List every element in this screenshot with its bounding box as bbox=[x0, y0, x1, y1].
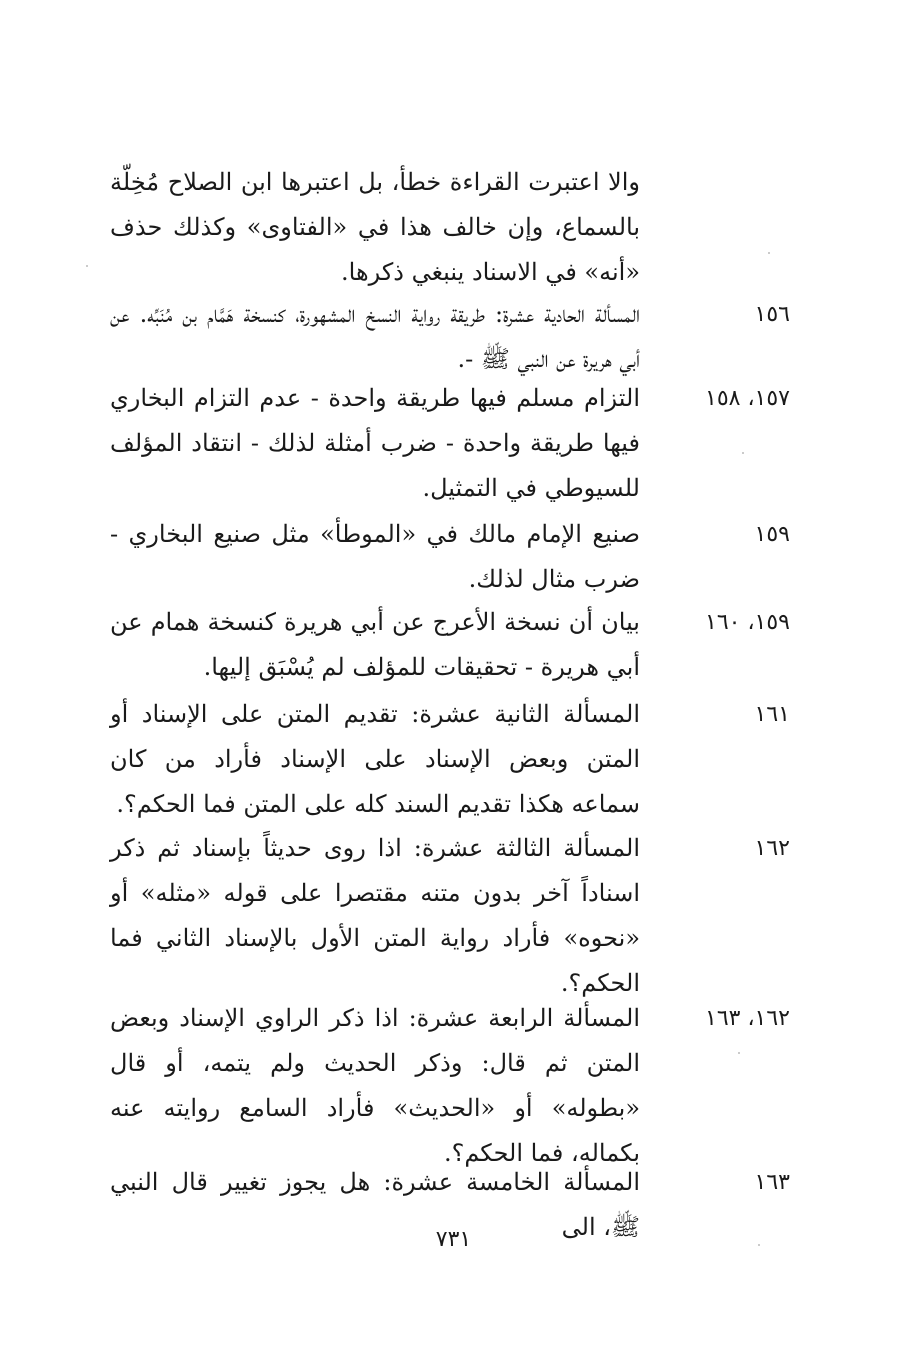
page-number: ٧٣١ bbox=[435, 1227, 472, 1252]
scan-speck bbox=[768, 252, 770, 254]
entry-page-number: ١٦٣ bbox=[754, 1170, 790, 1195]
scan-speck bbox=[86, 265, 88, 267]
entry-text: التزام مسلم فيها طريقة واحدة - عدم التزام البخاري فيها طريقة واحدة - ضرب أمثلة لذلك - انتقاد المؤلف للسيوطي في التمثيل. bbox=[110, 384, 640, 502]
entry-page-number: ١٦٢ bbox=[754, 836, 790, 861]
entry-text: بيان أن نسخة الأعرج عن أبي هريرة كنسخة همام عن أبي هريرة - تحقيقات للمؤلف لم يُسْبَق إليها. bbox=[110, 608, 640, 681]
entry-text: المسألة الثالثة عشرة: اذا روى حديثاً بإسناد ثم ذكر اسناداً آخر بدون متنه مقتصرا على قوله «مثله» أو «نحوه» فأراد رواية المتن الأول بالإسناد الثاني فما الحكم؟. bbox=[110, 834, 640, 997]
entry-page-number: ١٥٩، ١٦٠ bbox=[705, 610, 790, 635]
entry-text: المسألة الخامسة عشرة: هل يجوز تغيير قال النبي ﷺ، الى bbox=[110, 1168, 640, 1241]
entry-text: المسألة الرابعة عشرة: اذا ذكر الراوي الإسناد وبعض المتن ثم قال: وذكر الحديث ولم يتمه، أو قال «بطوله» أو «الحديث» فأراد السامع روايته عنه بكماله، فما الحكم؟. bbox=[110, 1004, 640, 1167]
scan-speck bbox=[758, 1244, 760, 1246]
entry-text: صنيع الإمام مالك في «الموطأ» مثل صنيع البخاري - ضرب مثال لذلك. bbox=[110, 520, 640, 593]
intro-paragraph: والا اعتبرت القراءة خطأ، بل اعتبرها ابن الصلاح مُخِلّة بالسماع، وإن خالف هذا في «الفتاوى» وكذلك حذف «أنه» في الاسناد ينبغي ذكرها. bbox=[110, 168, 640, 286]
entry-page-number: ١٥٩ bbox=[754, 522, 790, 547]
entry-page-number: ١٦٢، ١٦٣ bbox=[705, 1006, 790, 1031]
entry-page-number: ١٥٦ bbox=[754, 302, 790, 327]
scan-speck bbox=[742, 452, 744, 454]
entry-text: المسألة الثانية عشرة: تقديم المتن على الإسناد أو المتن وبعض الإسناد على الإسناد فأراد من كان سماعه هكذا تقديم السند كله على المتن فما الحكم؟. bbox=[110, 700, 640, 818]
entry-text: المسألة الحادية عشرة: طريقة رواية النسخ المشهورة، كنسخة هَمَّام بن مُنَبِّه. عن أبي هريرة عن النبي ﷺ -. bbox=[110, 300, 640, 373]
entry-page-number: ١٦١ bbox=[754, 702, 790, 727]
scan-speck bbox=[738, 1052, 740, 1054]
entry-page-number: ١٥٧، ١٥٨ bbox=[705, 386, 790, 411]
